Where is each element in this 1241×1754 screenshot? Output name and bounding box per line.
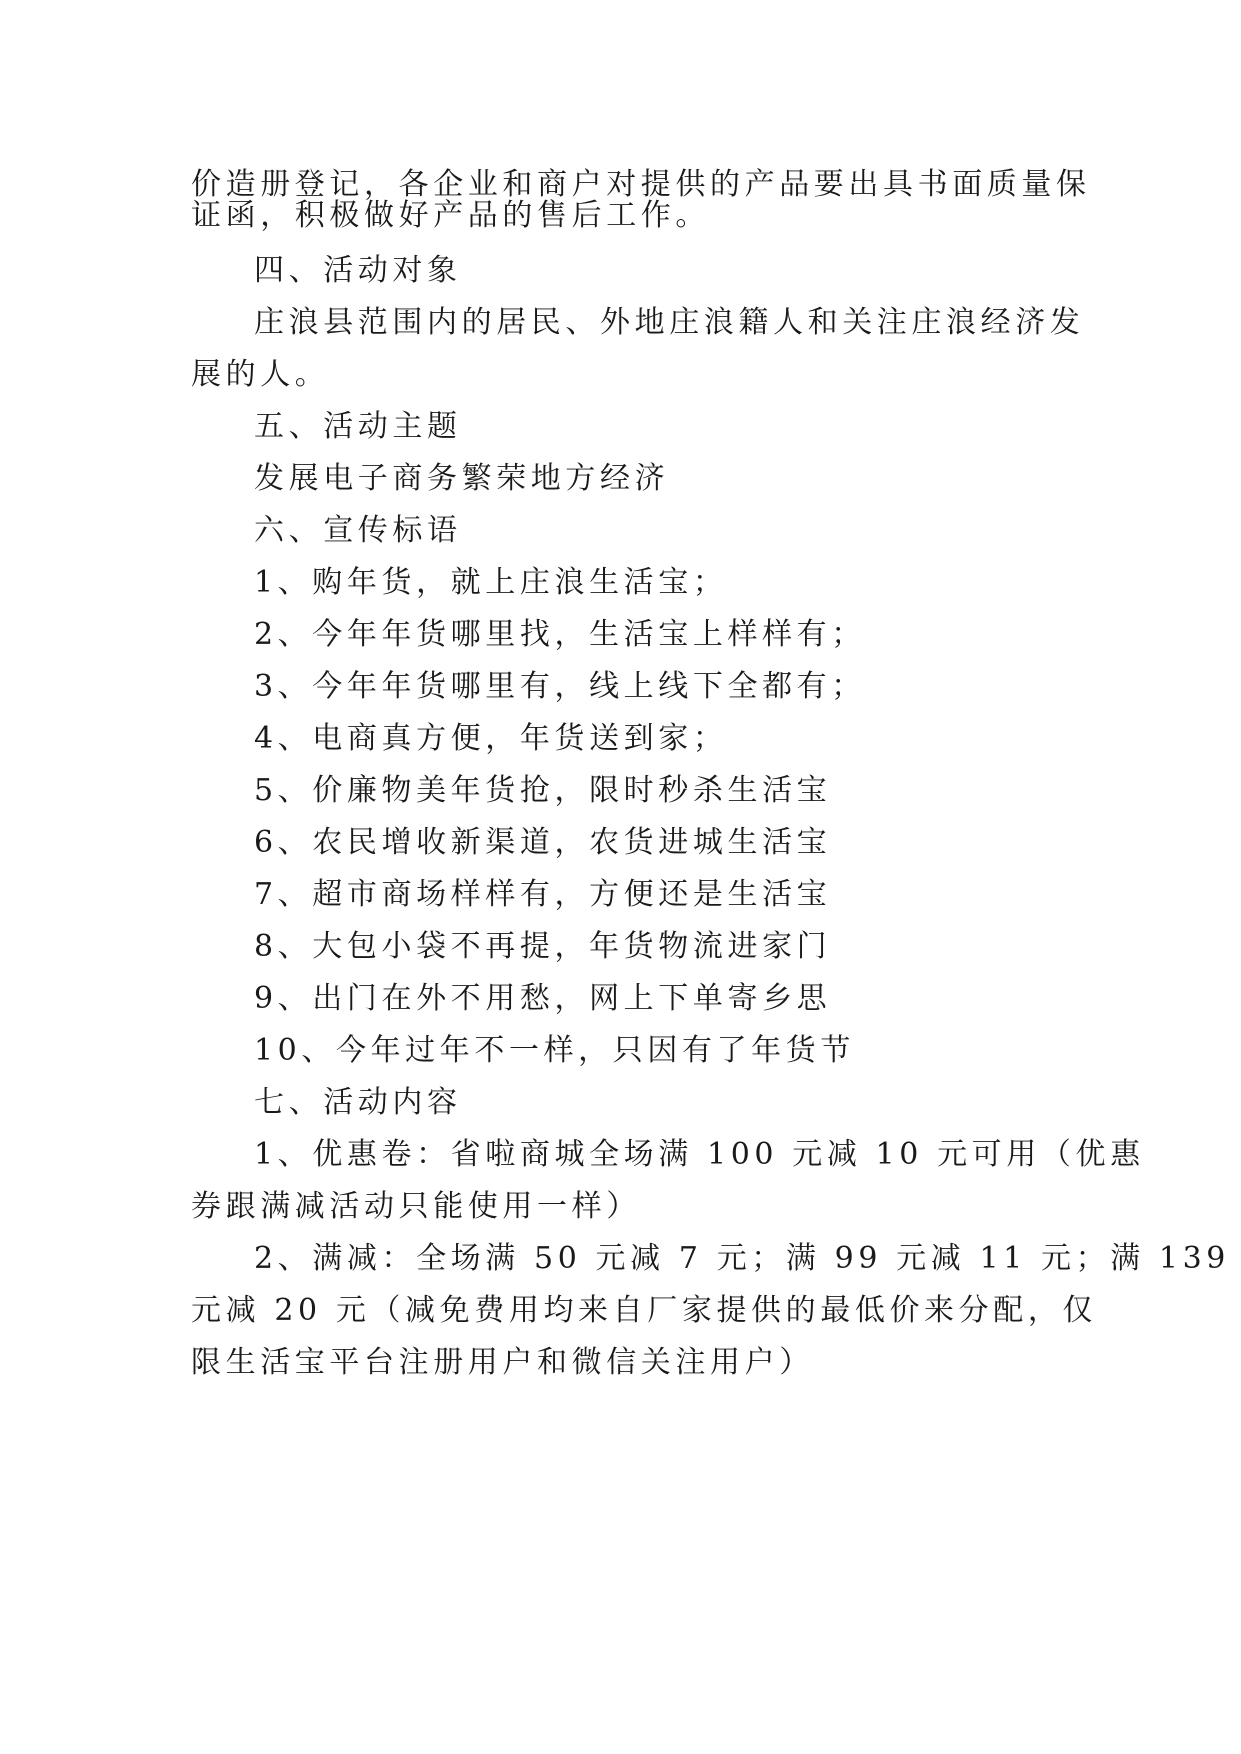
section-heading: 四、活动对象 <box>254 253 462 288</box>
section-heading: 六、宣传标语 <box>254 513 462 548</box>
section-heading: 七、活动内容 <box>254 1085 462 1120</box>
paragraph-line: 庄浪县范围内的居民、外地庄浪籍人和关注庄浪经济发 <box>254 305 1085 340</box>
list-item: 5、价廉物美年货抢，限时秒杀生活宝 <box>254 773 832 808</box>
paragraph-line: 证函，积极做好产品的售后工作。 <box>191 198 710 233</box>
section-heading: 五、活动主题 <box>254 409 462 444</box>
paragraph-line: 元减 20 元（减免费用均来自厂家提供的最低价来分配，仅 <box>191 1293 1098 1328</box>
list-item: 1、购年货，就上庄浪生活宝； <box>254 565 728 600</box>
list-item: 10、今年过年不一样，只因有了年货节 <box>254 1033 855 1068</box>
list-item: 7、超市商场样样有，方便还是生活宝 <box>254 877 832 912</box>
list-item: 8、大包小袋不再提，年货物流进家门 <box>254 929 832 964</box>
paragraph-line: 2、满减：全场满 50 元减 7 元；满 99 元减 11 元；满 139 <box>254 1241 1230 1276</box>
paragraph-line: 券跟满减活动只能使用一样） <box>191 1189 641 1224</box>
paragraph-line: 展的人。 <box>191 357 330 392</box>
paragraph-line: 价造册登记，各企业和商户对提供的产品要出具书面质量保 <box>191 167 1091 202</box>
list-item: 9、出门在外不用愁，网上下单寄乡思 <box>254 981 832 1016</box>
paragraph-line: 限生活宝平台注册用户和微信关注用户） <box>191 1345 814 1380</box>
list-item: 6、农民增收新渠道，农货进城生活宝 <box>254 825 832 860</box>
paragraph-line: 1、优惠卷：省啦商城全场满 100 元减 10 元可用（优惠 <box>254 1137 1145 1172</box>
list-item: 3、今年年货哪里有，线上线下全都有； <box>254 669 866 704</box>
paragraph-line: 发展电子商务繁荣地方经济 <box>254 461 670 496</box>
list-item: 2、今年年货哪里找，生活宝上样样有； <box>254 617 866 652</box>
list-item: 4、电商真方便，年货送到家； <box>254 721 728 756</box>
